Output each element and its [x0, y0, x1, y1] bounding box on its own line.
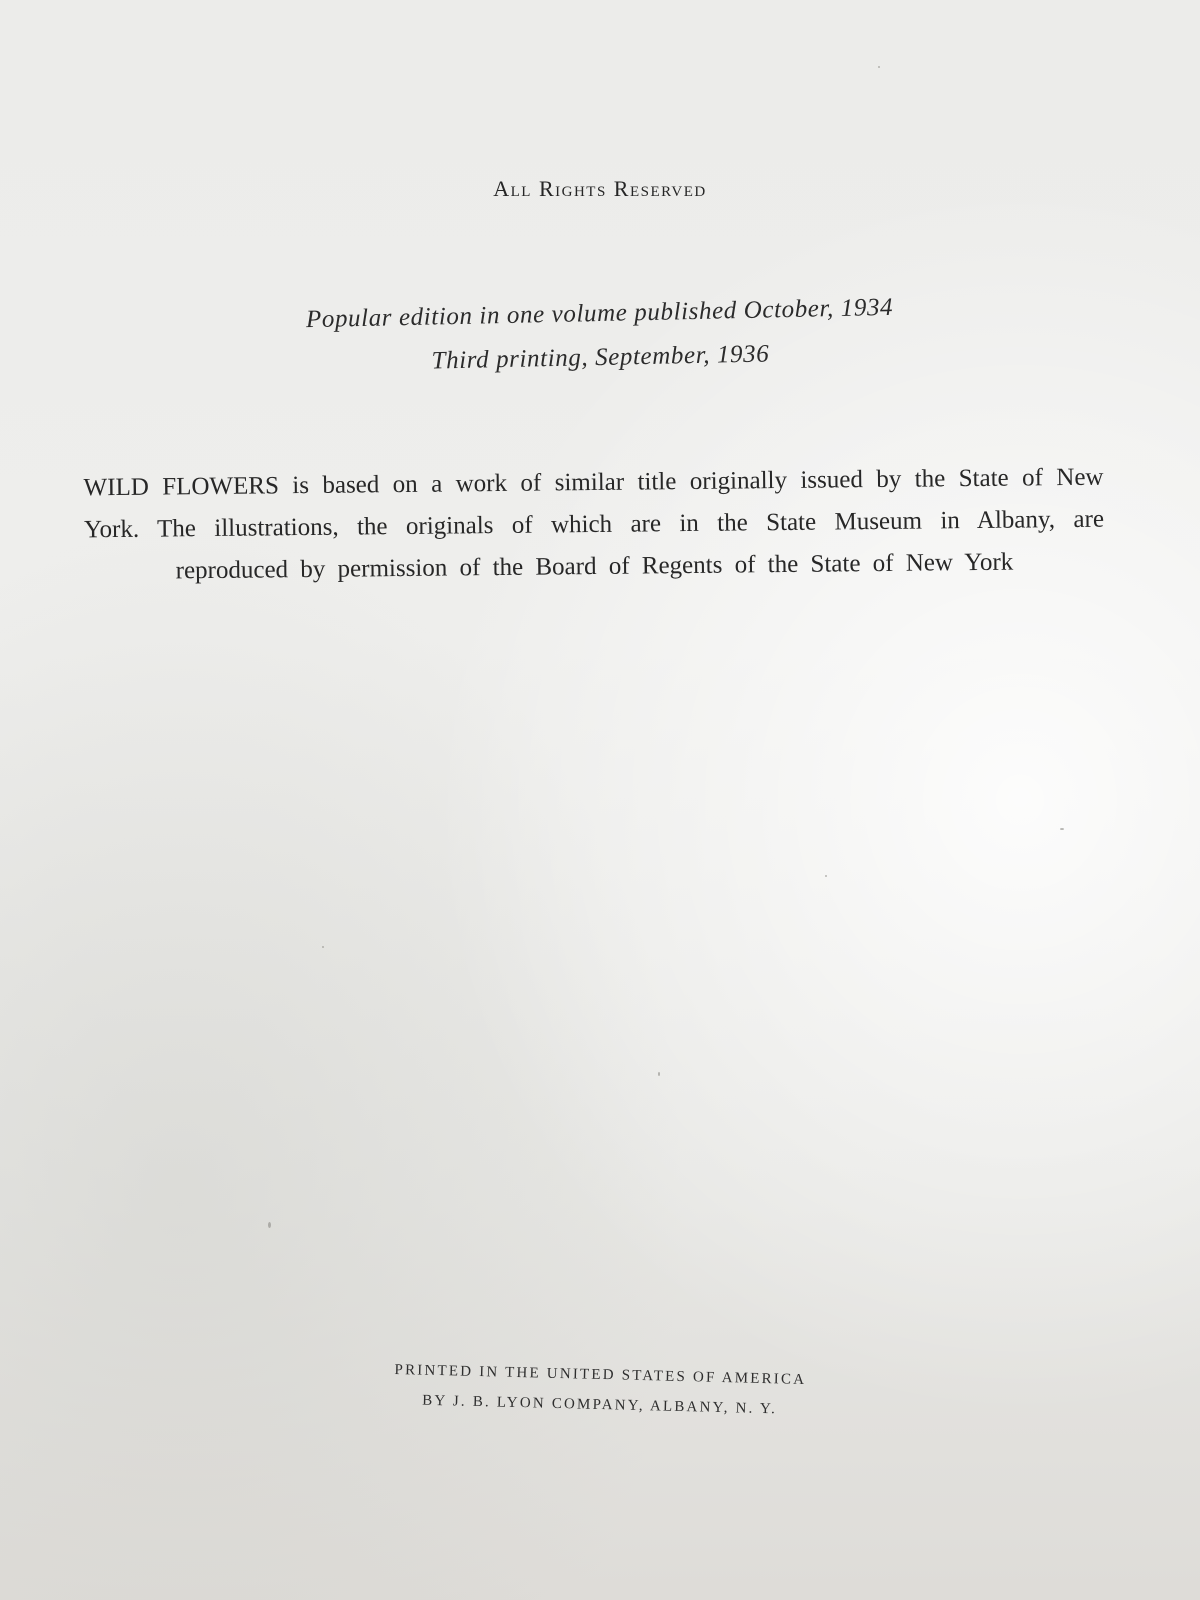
rights-notice: All Rights Reserved	[493, 176, 707, 201]
paper-speck	[1060, 828, 1064, 830]
paper-speck	[878, 66, 880, 68]
edition-info	[0, 279, 1200, 392]
paper-speck	[322, 946, 324, 948]
edition-line-published: Popular edition in one volume published October, 1934	[305, 293, 894, 334]
paper-speck	[658, 1072, 660, 1076]
printer-line-company: BY J. B. LYON COMPANY, ALBANY, N. Y.	[422, 1392, 778, 1418]
paper-speck	[268, 1222, 271, 1228]
printer-line-country: PRINTED IN THE UNITED STATES OF AMERICA	[394, 1361, 807, 1389]
source-note	[83, 457, 1104, 594]
source-note-text: WILD FLOWERS is based on a work of similar title originally issued by the State of New York. The illustrations, the originals of which are in the State Museum in Albany, are reproduced by permission of the Board of Regents of the State of New York	[83, 463, 1105, 585]
printer-imprint	[0, 1345, 1200, 1434]
paper-speck	[825, 875, 827, 877]
edition-line-printing: Third printing, September, 1936	[431, 340, 770, 375]
